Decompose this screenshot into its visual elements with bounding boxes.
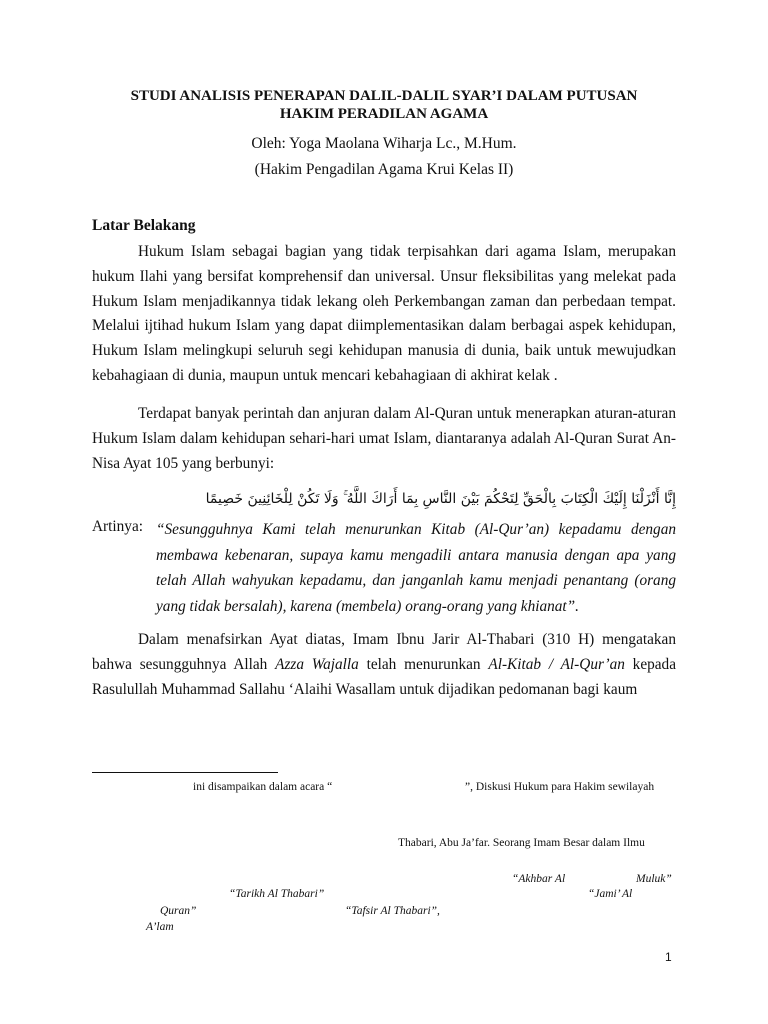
footnote-1-left: ini disampaikan dalam acara “ [193, 781, 333, 793]
paragraph-3-italic-2: Al-Kitab / Al-Qur’an [488, 655, 625, 673]
footnote-2: Thabari, Abu Ja’far. Seorang Imam Besar dalam Ilmu [398, 837, 645, 849]
document-title-line-2: HAKIM PERADILAN AGAMA [279, 106, 489, 122]
footnote-3-b: Muluk” [636, 873, 672, 885]
paragraph-3-part-2: telah menurunkan [358, 655, 489, 673]
arabic-verse: إِنَّا أَنْزَلْنَا إِلَيْكَ الْكِتَابَ بِالْحَقِّ لِتَحْكُمَ بَيْنَ النَّاسِ بِمَا أَرَاكَ اللَّهُ ۚ وَلَا تَكُنْ لِلْخَائِنِينَ خَصِيمًا [205, 491, 676, 507]
document-title-line-1: STUDI ANALISIS PENERAPAN DALIL-DALIL SYAR’I DALAM PUTUSAN [130, 88, 638, 104]
author-line: Oleh: Yoga Maolana Wiharja Lc., M.Hum. [251, 135, 517, 152]
paragraph-3-part-3: kepada Rasulullah Muhammad Sallahu ‘Alaihi Wasallam untuk dijadikan pedomanan bagi kaum [92, 655, 676, 698]
footnote-4-b: “Jami’ Al [588, 888, 633, 900]
paragraph-3-italic-1: Azza Wajalla [275, 655, 359, 673]
paragraph-2 [92, 402, 676, 476]
paragraph-3 [92, 628, 676, 702]
paragraph-3-part-1: Dalam menafsirkan Ayat diatas, Imam Ibnu Jarir Al-Thabari (310 H) mengatakan bahwa sesungguhnya Allah [92, 631, 676, 673]
footnote-separator [92, 772, 278, 773]
footnote-6: A’lam [146, 921, 174, 933]
artinya-translation: “Sesungguhnya Kami telah menurunkan Kitab (Al-Qur’an) kepadamu dengan membawa kebenaran, supaya kamu mengadili antara manusia dengan apa yang telah Allah wahyukan kepadamu, dan janganlah kamu menjadi penantang (orang yang tidak bersalah), karena (membela) orang-orang yang khianat”. [156, 521, 676, 615]
section-heading: Latar Belakang [92, 217, 196, 234]
footnote-5-b: “Tafsir Al Thabari”, [345, 905, 440, 917]
artinya-label: Artinya: [92, 518, 143, 535]
page-number: 1 [665, 950, 672, 964]
footnote-5-a: Quran” [160, 905, 197, 917]
paragraph-2-text: Terdapat banyak perintah dan anjuran dalam Al-Quran untuk menerapkan aturan-aturan Hukum Islam dalam kehidupan sehari-hari umat Islam, diantaranya adalah Al-Quran Surat An-Nisa Ayat 105 yang berbunyi: [92, 405, 676, 472]
footnote-3-a: “Akhbar Al [512, 873, 566, 885]
paragraph-1-text: Hukum Islam sebagai bagian yang tidak terpisahkan dari agama Islam, merupakan hukum Ilahi yang bersifat komprehensif dan universal. Unsur fleksibilitas yang melekat pada Hukum Islam menjadikannya tidak lekang oleh Perkembangan zaman dan perbedaan tempat. Melalui ijtihad hukum Islam yang dapat diimplementasikan dalam berbagai aspek kehidupan, Hukum Islam melingkupi seluruh segi kehidupan manusia di dunia, baik untuk mewujudkan kebahagiaan di dunia, maupun untuk mencari kebahagiaan di akhirat kelak . [92, 243, 676, 384]
footnote-1-right: ”, Diskusi Hukum para Hakim sewilayah [465, 781, 655, 793]
paragraph-1 [92, 240, 676, 389]
affiliation-line: (Hakim Pengadilan Agama Krui Kelas II) [254, 161, 514, 178]
footnote-4-a: “Tarikh Al Thabari” [229, 888, 325, 900]
